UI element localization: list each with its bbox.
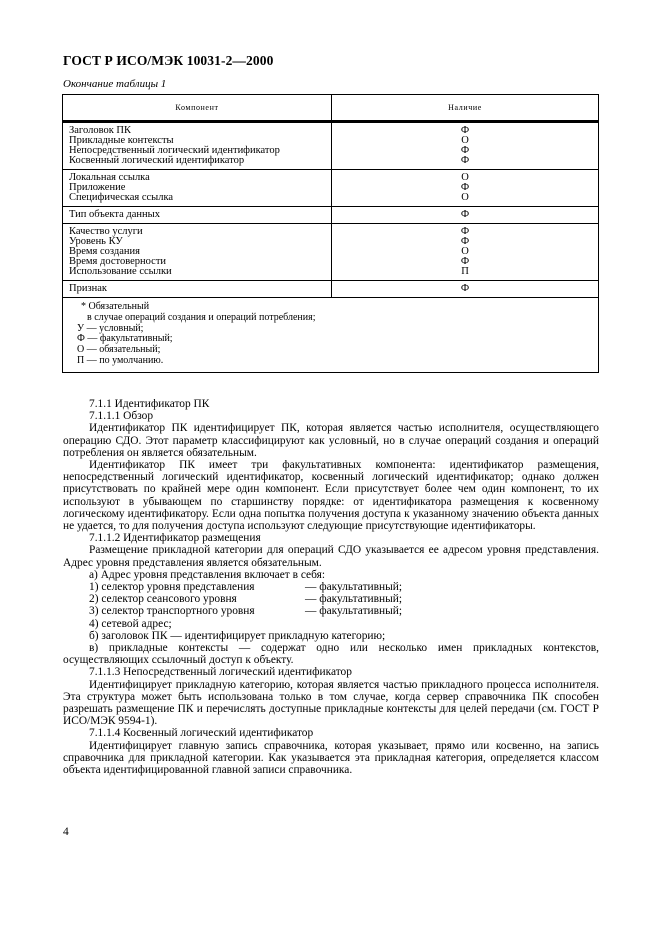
list-item: в) прикладные контексты — содержат одно или несколько имен прикладных контекстов, осуществляющих ссылочный доступ к объекту. — [63, 642, 599, 667]
paragraph: Идентификатор ПК имеет три факультативных компонента: идентификатор размещения, непосредственный логический идентификатор, косвенный логический идентификатор; однако должен присутствовать по крайней мере один компонент. Если присутствует более чем один компонент, то их используют в убывающем по старшинству порядке: от идентификатора размещения к косвенному логическому идентификатору. Если одна попытка получения доступа к указанному значению объекта данных не удается, то для получения доступа используют следующие присутствующие идентификаторы. — [63, 459, 599, 533]
component-cell: Приложение — [69, 182, 126, 193]
presence-cell: О — [461, 172, 469, 183]
component-cell: Заголовок ПК — [69, 125, 132, 136]
presence-cell: О — [461, 135, 469, 146]
document-header: ГОСТ Р ИСО/МЭК 10031-2—2000 — [63, 53, 274, 68]
list-item — [63, 593, 599, 605]
legend-line: Ф — факультативный; — [77, 333, 173, 345]
component-cell: Тип объекта данных — [69, 209, 160, 220]
presence-cell: Ф — [460, 236, 470, 247]
list-item: 4) сетевой адрес; — [89, 617, 172, 630]
paragraph: Размещение прикладной категории для операций СДО указывается ее адресом уровня представления. Адрес уровня представления является обязательным. — [63, 544, 599, 569]
table-row-group — [63, 281, 598, 298]
section-heading: 7.1.1.4 Косвенный логический идентификатор — [89, 727, 314, 740]
table-row-group — [63, 224, 598, 281]
presence-cell: Ф — [460, 155, 470, 166]
presence-cell: Ф — [460, 226, 470, 237]
component-cell: Признак — [69, 283, 107, 294]
list-item-label: 1) селектор уровня представления — [89, 581, 255, 594]
presence-cell: Ф — [460, 145, 470, 156]
section-heading: 7.1.1 Идентификатор ПК — [89, 398, 210, 410]
column-header-component: Компонент — [63, 95, 332, 120]
component-cell: Косвенный логический идентификатор — [69, 155, 245, 166]
component-cell: Локальная ссылка — [69, 172, 150, 183]
presence-cell: Ф — [460, 125, 470, 136]
component-cell: Время достоверности — [69, 256, 167, 267]
component-cell: Уровень КУ — [69, 236, 123, 247]
section-heading: 7.1.1.1 Обзор — [89, 410, 154, 423]
list-item-label: 2) селектор сеансового уровня — [89, 593, 237, 606]
table-header-row — [63, 95, 598, 123]
legend-line: У — условный; — [77, 322, 144, 334]
table-row-group — [63, 123, 598, 170]
section-heading: 7.1.1.2 Идентификатор размещения — [89, 532, 261, 545]
components-table — [62, 94, 599, 373]
list-item-value: — факультативный; — [305, 581, 403, 594]
presence-cell: Ф — [460, 182, 470, 193]
legend-line: П — по умолчанию. — [77, 354, 164, 366]
column-header-presence: Наличие — [448, 103, 482, 112]
list-item: а) Адрес уровня представления включает в себя: — [89, 568, 325, 581]
table-row-group — [63, 170, 598, 207]
presence-cell: Ф — [460, 209, 470, 220]
presence-cell: П — [461, 266, 469, 277]
section-heading: 7.1.1.3 Непосредственный логический идентификатор — [89, 666, 352, 679]
component-cell: Время создания — [69, 246, 140, 257]
list-item-label: 3) селектор транспортного уровня — [89, 605, 255, 618]
paragraph: Идентифицирует главную запись справочника, которая указывает, прямо или косвенно, на запись справочника для прикладной категории. Как указывается эта прикладная категория, определяется классом объекта идентифицированной главной записи справочника. — [63, 739, 599, 777]
list-item — [63, 581, 599, 593]
list-item: б) заголовок ПК — идентифицирует прикладную категорию; — [89, 629, 386, 642]
component-cell: Использование ссылки — [69, 266, 172, 277]
presence-cell: Ф — [460, 256, 470, 267]
paragraph: Идентифицирует прикладную категорию, которая является частью прикладного процесса исполнителя. Эта структура может быть использована только в том случае, когда сервер справочника ПК способен разрешать размещение ПК и перечислять доступные прикладные контексты для целей передачи (см. ГОСТ Р ИСО/МЭК 9594-1). — [63, 678, 599, 728]
presence-cell: Ф — [460, 283, 470, 294]
presence-cell: О — [461, 246, 469, 257]
presence-cell: О — [461, 192, 469, 203]
page-number: 4 — [63, 826, 69, 838]
paragraph: Идентификатор ПК идентифицирует ПК, которая является частью исполнителя, осуществляющего операцию СДО. Этот параметр классифицируют как условный, но в случае операций создания и операций потребления он является обязательным. — [63, 422, 599, 459]
component-cell: Прикладные контексты — [69, 135, 174, 146]
component-cell: Специфическая ссылка — [69, 192, 174, 203]
component-cell: Качество услуги — [69, 226, 143, 237]
list-item — [63, 605, 599, 617]
footnote-line: * Обязательный — [81, 301, 150, 312]
table-footnotes — [63, 298, 598, 372]
table-caption: Окончание таблицы 1 — [63, 78, 167, 90]
list-item-value: — факультативный; — [305, 605, 403, 618]
list-item-value: — факультативный; — [305, 593, 403, 606]
body-text — [63, 398, 599, 776]
component-cell: Непосредственный логический идентификатор — [69, 145, 280, 156]
legend-line: О — обязательный; — [77, 344, 161, 356]
table-row-group — [63, 207, 598, 224]
footnote-line: в случае операций создания и операций потребления; — [87, 311, 316, 323]
